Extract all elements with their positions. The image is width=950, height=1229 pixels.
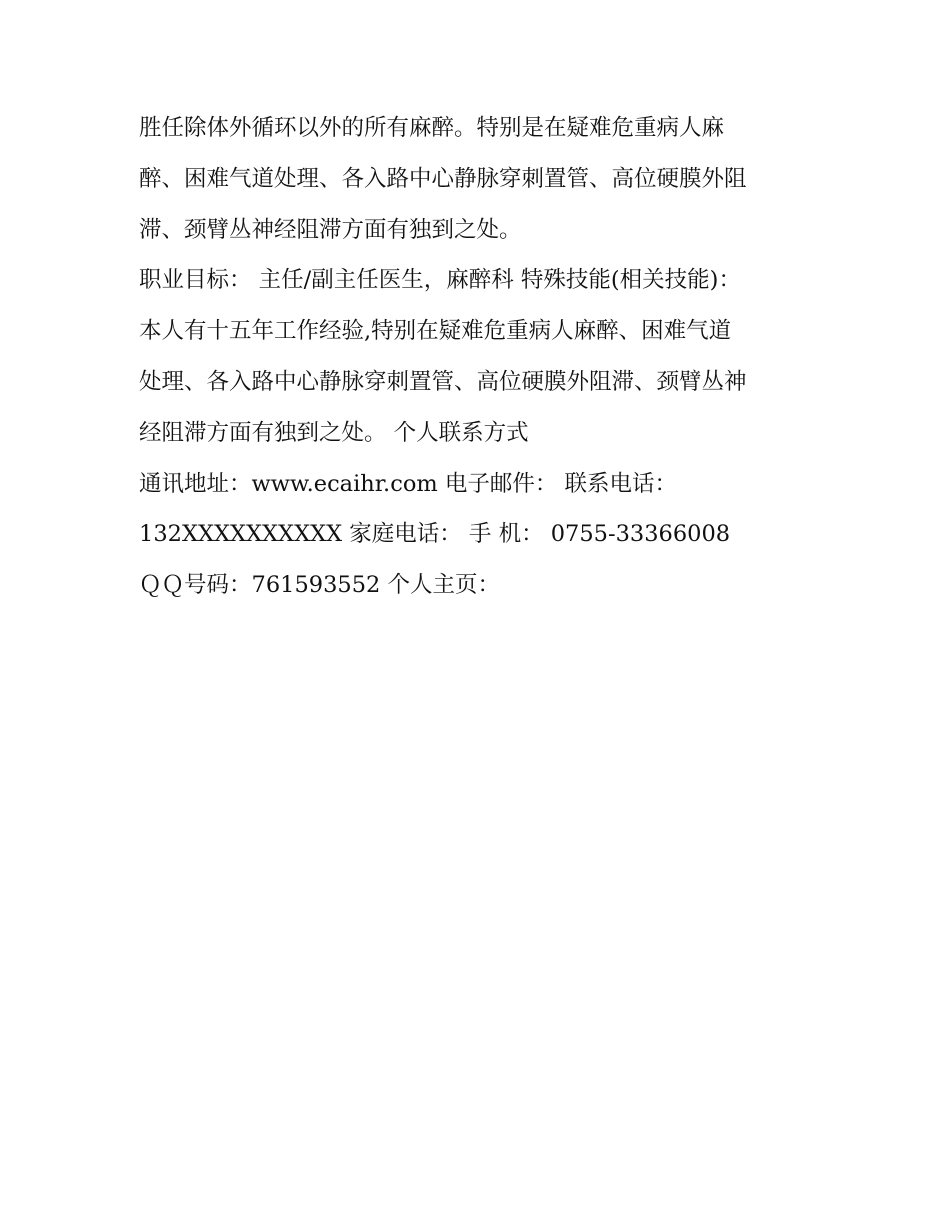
text-line-2: 醉、困难气道处理、各入路中心静脉穿刺置管、高位硬膜外阻 — [139, 165, 747, 192]
career-goal-line: 职业目标： 主任/副主任医生，麻醉科 特殊技能(相关技能)： — [139, 267, 741, 294]
address-line: 通讯地址：www.ecaihr.com 电子邮件： 联系电话： — [139, 470, 678, 497]
text-line-1: 胜任除体外循环以外的所有麻醉。特别是在疑难危重病人麻 — [139, 115, 725, 141]
text-line-6: 处理、各入路中心静脉穿刺置管、高位硬膜外阻滞、颈臂丛神 — [139, 368, 747, 395]
text-line-3: 滞、颈臂丛神经阻滞方面有独到之处。 — [139, 216, 522, 243]
qq-line: ＱＱ号码：761593552 个人主页： — [139, 572, 500, 599]
contact-heading-line: 经阻滞方面有独到之处。 个人联系方式 — [139, 419, 529, 446]
document-body — [139, 103, 819, 611]
phone-line: 132XXXXXXXXXX 家庭电话： 手 机： 0755-33366008 — [139, 521, 731, 548]
text-line-5: 本人有十五年工作经验,特别在疑难危重病人麻醉、困难气道 — [139, 318, 732, 345]
